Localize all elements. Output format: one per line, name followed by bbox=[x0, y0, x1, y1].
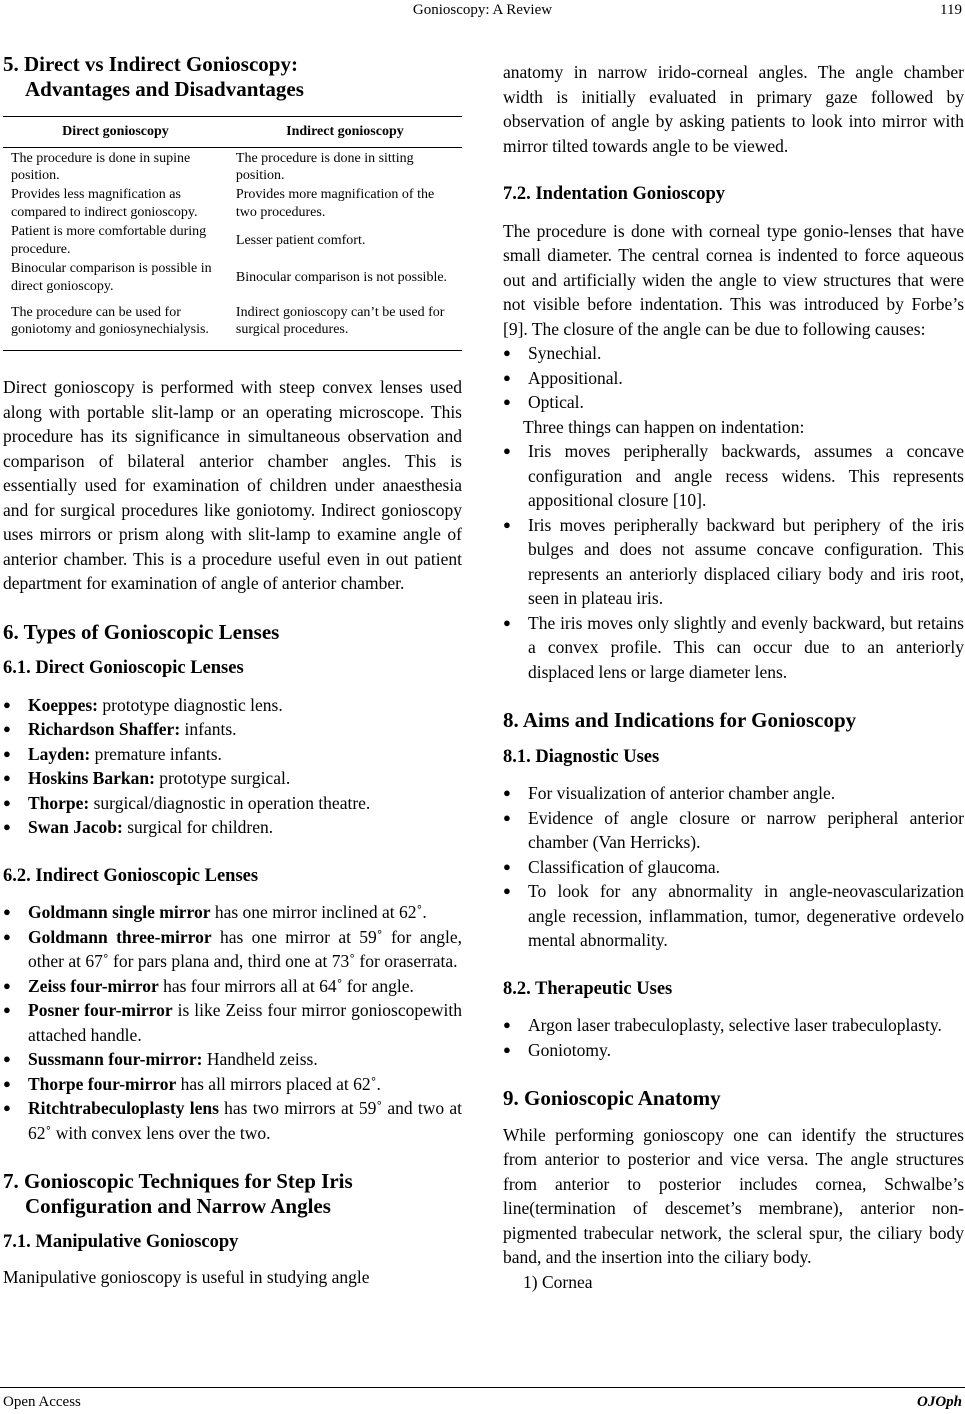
list-item: ● Sussmann four-mirror: Handheld zeiss. bbox=[3, 1047, 462, 1072]
section-6-2-heading: 6.2. Indirect Gonioscopic Lenses bbox=[3, 865, 259, 886]
table-row: The procedure can be used for goniotomy and goniosynechialysis. Indirect gonioscopy can’t be used for surgical procedures. bbox=[3, 297, 462, 351]
list-item: ● Iris moves peripherally backwards, assumes a concave configuration and angle recess widens. This represents appositional closure [10]. bbox=[503, 439, 964, 513]
list-item: ● Iris moves peripherally backward but periphery of the iris bulges and does not assume concave configuration. This represents an anteriorly displaced ciliary body and iris root, seen in plateau iris. bbox=[503, 513, 964, 611]
list-item: ● Argon laser trabeculoplasty, selective laser trabeculoplasty. bbox=[503, 1013, 964, 1038]
list-item: ● Thorpe: surgical/diagnostic in operation theatre. bbox=[3, 791, 462, 816]
section-6-1-heading: 6.1. Direct Gonioscopic Lenses bbox=[3, 658, 244, 678]
table-row: Binocular comparison is possible in direct gonioscopy. Binocular comparison is not possible. bbox=[11, 261, 448, 294]
list-item: ● Swan Jacob: surgical for children. bbox=[3, 815, 462, 840]
right-column bbox=[503, 60, 964, 1294]
list-item: ● Layden: premature infants. bbox=[3, 742, 462, 767]
three-things-line: Three things can happen on indentation: bbox=[523, 416, 805, 437]
list-item: ● Ritchtrabeculoplasty lens has two mirrors at 59˚ and two at 62˚ with convex lens over the two. bbox=[3, 1096, 462, 1145]
section-8-2-heading: 8.2. Therapeutic Uses bbox=[503, 978, 673, 999]
list-item: ● Zeiss four-mirror has four mirrors all at 64˚ for angle. bbox=[3, 974, 462, 999]
section-6-heading: 6. Types of Gonioscopic Lenses bbox=[3, 619, 280, 644]
list-item: ● The iris moves only slightly and evenly backward, but retains a convex profile. This can occur due to an anteriorly displaced lens or large diameter lens. bbox=[503, 611, 964, 685]
paragraph-anatomy: While performing gonioscopy one can identify the structures from anterior to posterior and vice versa. The angle structures from anterior to posterior includes cornea, Schwalbe’s line(termination of descemet’s membrane), anterior non-pigmented trabecular network, the scleral spur, the ciliary body band, and the insertion into the ciliary body. bbox=[503, 1124, 964, 1267]
causes-list bbox=[503, 341, 964, 415]
table-row: Provides less magnification as compared to indirect gonioscopy. Provides more magnification of the two procedures. bbox=[11, 187, 435, 220]
running-header-title: Gonioscopy: A Review bbox=[412, 2, 553, 18]
list-item: ● Thorpe four-mirror has all mirrors placed at 62˚. bbox=[3, 1072, 462, 1097]
list-item: ● Goniotomy. bbox=[503, 1038, 964, 1063]
list-item: ● Optical. bbox=[503, 390, 964, 415]
paragraph-direct-indirect: Direct gonioscopy is performed with steep convex lenses used along with portable slit-lamp or an operating microscope. This procedure has its significance in simultaneous observation and comparison of bilateral anterior chamber angles. This is essentially used for examination of children under anaesthesia and for surgical procedures like goniotomy. Indirect gonioscopy uses mirrors or prism along with slit-lamp to examine angle of anterior chamber. This is a procedure useful even in out patient department for examination of angle of anterior chamber. bbox=[3, 377, 462, 593]
list-item: ● Koeppes: prototype diagnostic lens. bbox=[3, 693, 462, 718]
list-item: ● Goldmann three-mirror has one mirror at 59˚ for angle, other at 67˚ for pars plana and, third one at 73˚ for oraserrata. bbox=[3, 925, 462, 974]
table-row: The procedure is done in supine position. The procedure is done in sitting position. bbox=[11, 150, 414, 183]
diagnostic-uses-list bbox=[503, 781, 964, 953]
table-header-indirect: Indirect gonioscopy bbox=[228, 117, 462, 148]
list-item: ● Classification of glaucoma. bbox=[503, 855, 964, 880]
footer-rule bbox=[0, 1387, 965, 1388]
footer-journal: OJOph bbox=[916, 1394, 962, 1410]
list-item: ● Posner four-mirror is like Zeiss four mirror gonioscopewith attached handle. bbox=[3, 998, 462, 1047]
section-9-heading: 9. Gonioscopic Anatomy bbox=[503, 1086, 721, 1110]
direct-lenses-list bbox=[3, 693, 462, 840]
list-item: ● Goldmann single mirror has one mirror inclined at 62˚. bbox=[3, 900, 462, 925]
cornea-item: 1) Cornea bbox=[523, 1271, 593, 1292]
section-7-1-heading: 7.1. Manipulative Gonioscopy bbox=[3, 1232, 239, 1252]
list-item: ● To look for any abnormality in angle-neovascularization angle recession, inflammation, tumor, degenerative ordevelo mental abnormality. bbox=[503, 879, 964, 953]
list-item: ● Appositional. bbox=[503, 366, 964, 391]
table-header-direct: Direct gonioscopy bbox=[3, 117, 228, 148]
paragraph-manipulative-cont: anatomy in narrow irido-corneal angles. The angle chamber width is initially evaluated in primary gaze followed by observation of angle by asking patients to look into mirror with mirror tilted towards angle to be viewed. bbox=[503, 62, 964, 156]
comparison-table bbox=[3, 116, 462, 351]
section-7-heading: 7. Gonioscopic Techniques for Step Iris Configuration and Narrow Angles bbox=[3, 1169, 353, 1218]
footer-open-access: Open Access bbox=[3, 1394, 81, 1410]
list-item: ● Evidence of angle closure or narrow peripheral anterior chamber (Van Herricks). bbox=[503, 806, 964, 855]
list-item: ● Synechial. bbox=[503, 341, 964, 366]
list-item: ● Richardson Shaffer: infants. bbox=[3, 717, 462, 742]
section-5-heading: 5. Direct vs Indirect Gonioscopy: Advantages and Disadvantages bbox=[3, 52, 304, 101]
section-7-2-heading: 7.2. Indentation Gonioscopy bbox=[503, 184, 726, 204]
list-item: ● Hoskins Barkan: prototype surgical. bbox=[3, 766, 462, 791]
section-8-1-heading: 8.1. Diagnostic Uses bbox=[503, 746, 660, 767]
indirect-lenses-list bbox=[3, 900, 462, 1145]
left-column bbox=[3, 52, 462, 1289]
indentation-outcomes-list bbox=[503, 439, 964, 684]
paragraph-indentation: The procedure is done with corneal type gonio-lenses that have small diameter. The central cornea is indented to force aqueous out and artificially widen the angle to view structures that were not visible before indentation. This was introduced by Forbe’s [9]. The closure of the angle can be due to following causes: bbox=[503, 220, 964, 339]
list-item: ● For visualization of anterior chamber angle. bbox=[503, 781, 964, 806]
therapeutic-uses-list bbox=[503, 1013, 964, 1062]
paragraph-manipulative: Manipulative gonioscopy is useful in studying angle bbox=[3, 1266, 370, 1287]
table-row: Patient is more comfortable during procedure. Lesser patient comfort. bbox=[11, 224, 366, 257]
section-8-heading: 8. Aims and Indications for Gonioscopy bbox=[503, 708, 857, 732]
page-number: 119 bbox=[940, 2, 962, 18]
